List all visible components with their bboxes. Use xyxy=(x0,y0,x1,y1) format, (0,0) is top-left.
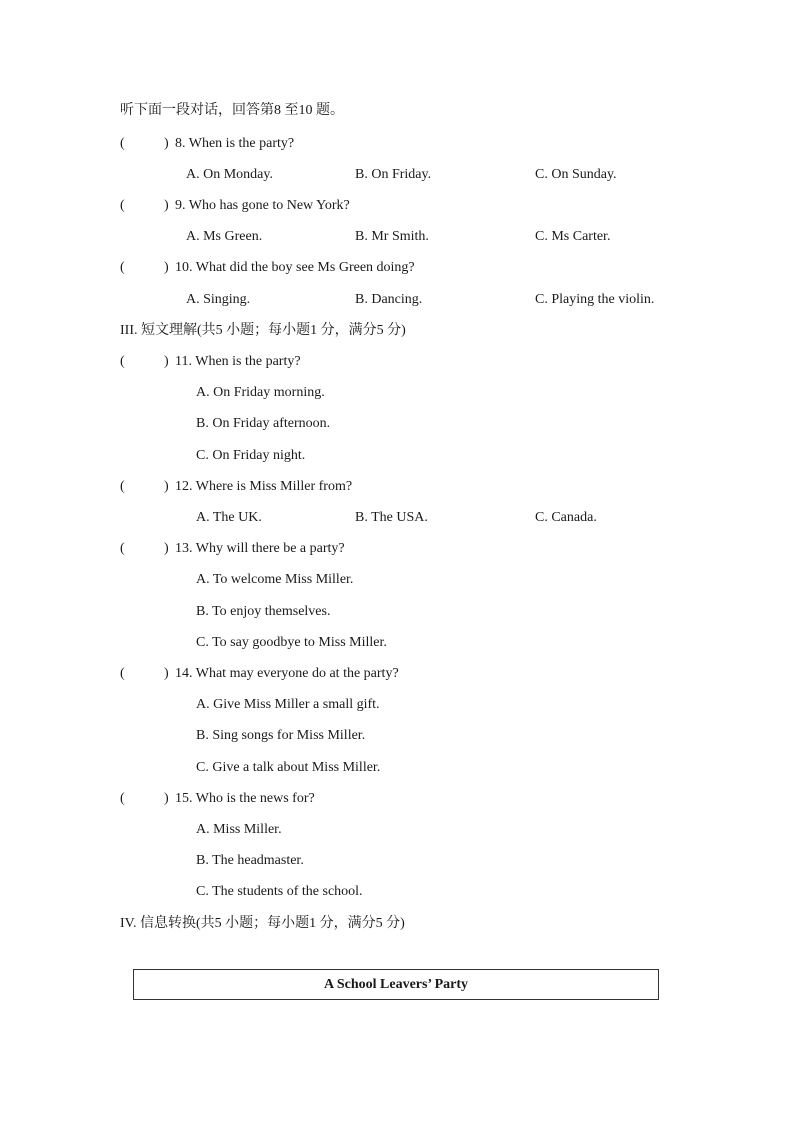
q8-option-b: B. On Friday. xyxy=(355,167,432,182)
answer-blank-open: ( xyxy=(120,354,125,369)
q14-option-c: C. Give a talk about Miss Miller. xyxy=(196,760,381,775)
q8-option-c: C. On Sunday. xyxy=(535,167,617,182)
answer-blank-close: ) xyxy=(164,666,169,681)
section-4-heading: IV. 信息转换(共5 小题；每小题1 分，满分5 分) xyxy=(120,916,405,931)
q12-option-b: B. The USA. xyxy=(355,510,428,525)
q11-option-b: B. On Friday afternoon. xyxy=(196,416,331,431)
answer-blank-close: ) xyxy=(164,136,169,151)
q12-option-a: A. The UK. xyxy=(196,510,262,525)
answer-blank-close: ) xyxy=(164,479,169,494)
listening-instruction: 听下面一段对话，回答第8 至10 题。 xyxy=(120,103,344,118)
q15-option-a: A. Miss Miller. xyxy=(196,822,282,837)
answer-blank-open: ( xyxy=(120,541,125,556)
answer-blank-close: ) xyxy=(164,198,169,213)
q13-option-c: C. To say goodbye to Miss Miller. xyxy=(196,635,387,650)
q9-option-b: B. Mr Smith. xyxy=(355,229,429,244)
q10-option-a: A. Singing. xyxy=(186,292,251,307)
q10-option-c: C. Playing the violin. xyxy=(535,292,655,307)
q15-option-c: C. The students of the school. xyxy=(196,884,363,899)
answer-blank-open: ( xyxy=(120,260,125,275)
question-15-text: 15. Who is the news for? xyxy=(175,791,315,806)
info-table-title: A School Leavers’ Party xyxy=(324,976,468,992)
answer-blank-close: ) xyxy=(164,354,169,369)
q13-option-a: A. To welcome Miss Miller. xyxy=(196,572,354,587)
info-table-header xyxy=(133,969,659,1000)
answer-blank-close: ) xyxy=(164,260,169,275)
section-3-heading: III. 短文理解(共5 小题；每小题1 分，满分5 分) xyxy=(120,323,406,338)
answer-blank-open: ( xyxy=(120,479,125,494)
question-10-text: 10. What did the boy see Ms Green doing? xyxy=(175,260,415,275)
q14-option-a: A. Give Miss Miller a small gift. xyxy=(196,697,380,712)
answer-blank-close: ) xyxy=(164,541,169,556)
answer-blank-open: ( xyxy=(120,198,125,213)
answer-blank-open: ( xyxy=(120,666,125,681)
question-8-text: 8. When is the party? xyxy=(175,136,295,151)
question-12-text: 12. Where is Miss Miller from? xyxy=(175,479,353,494)
q10-option-b: B. Dancing. xyxy=(355,292,423,307)
q12-option-c: C. Canada. xyxy=(535,510,597,525)
question-14-text: 14. What may everyone do at the party? xyxy=(175,666,399,681)
q11-option-a: A. On Friday morning. xyxy=(196,385,325,400)
q8-option-a: A. On Monday. xyxy=(186,167,273,182)
question-9-text: 9. Who has gone to New York? xyxy=(175,198,350,213)
answer-blank-open: ( xyxy=(120,136,125,151)
question-13-text: 13. Why will there be a party? xyxy=(175,541,345,556)
q14-option-b: B. Sing songs for Miss Miller. xyxy=(196,728,366,743)
q9-option-a: A. Ms Green. xyxy=(186,229,263,244)
question-11-text: 11. When is the party? xyxy=(175,354,301,369)
q15-option-b: B. The headmaster. xyxy=(196,853,304,868)
answer-blank-close: ) xyxy=(164,791,169,806)
q13-option-b: B. To enjoy themselves. xyxy=(196,604,331,619)
q9-option-c: C. Ms Carter. xyxy=(535,229,611,244)
q11-option-c: C. On Friday night. xyxy=(196,448,306,463)
answer-blank-open: ( xyxy=(120,791,125,806)
